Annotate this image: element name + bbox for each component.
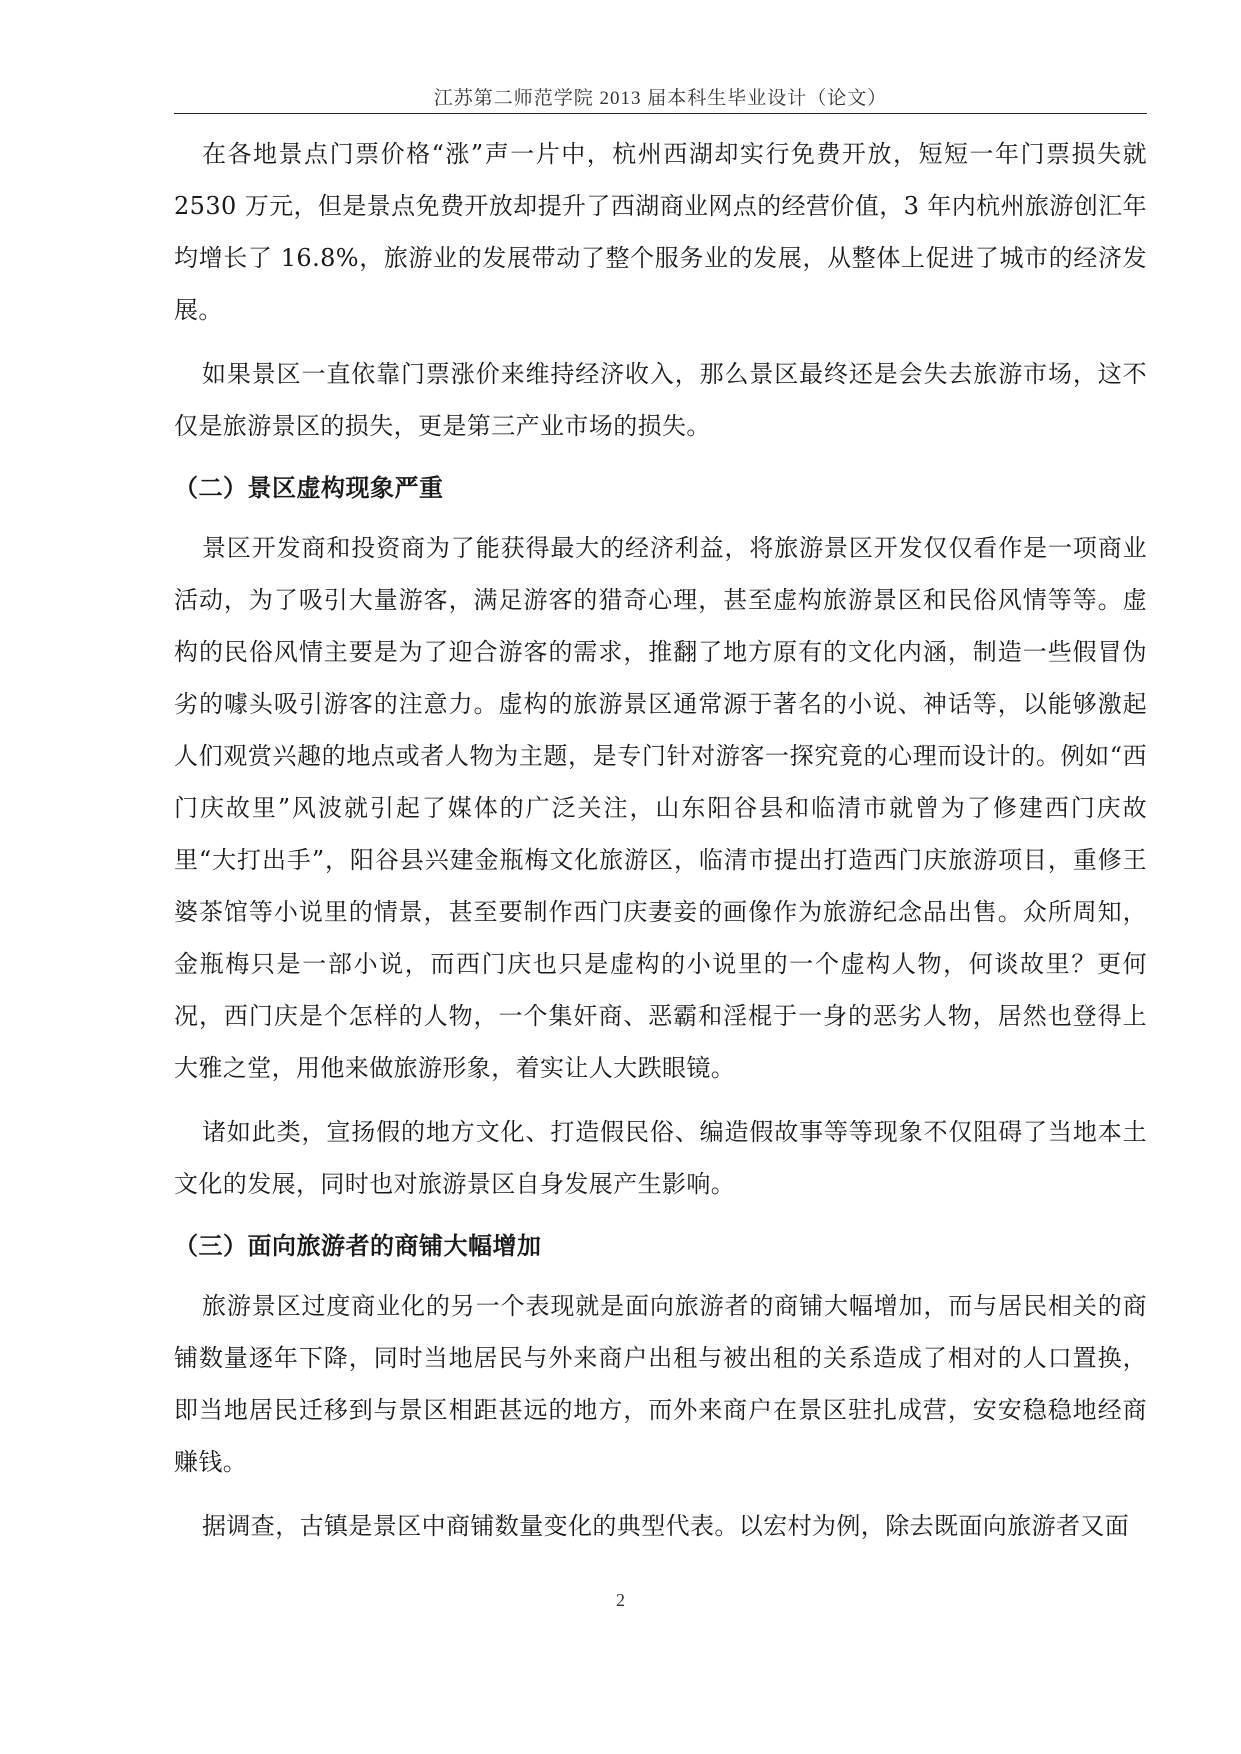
paragraph-fake-culture: 诸如此类，宣扬假的地方文化、打造假民俗、编造假故事等等现象不仅阻碍了当地本土文化的发展，同时也对旅游景区自身发展产生影响。 — [174, 1118, 1147, 1198]
page-number: 2 — [616, 1590, 625, 1610]
header-rule — [174, 113, 1147, 114]
section-heading-fictional-scenery: （二）景区虚构现象严重 — [174, 474, 444, 502]
paragraph-ticket-price: 如果景区一直依靠门票涨价来维持经济收入，那么景区最终还是会失去旅游市场，这不仅是旅游景区的损失，更是第三产业市场的损失。 — [174, 360, 1147, 440]
paragraph-fictional-scenery: 景区开发商和投资商为了能获得最大的经济利益，将旅游景区开发仅仅看作是一项商业活动，为了吸引大量游客，满足游客的猎奇心理，甚至虚构旅游景区和民俗风情等等。虚构的民俗风情主要是为了迎合游客的需求，推翻了地方原有的文化内涵，制造一些假冒伪劣的噱头吸引游客的注意力。虚构的旅游景区通常源于著名的小说、神话等，以能够激起人们观赏兴趣的地点或者人物为主题，是专门针对游客一探究竟的心理而设计的。例如“西门庆故里”风波就引起了媒体的广泛关注，山东阳谷县和临清市就曾为了修建西门庆故里“大打出手”，阳谷县兴建金瓶梅文化旅游区，临清市提出打造西门庆旅游项目，重修王婆茶馆等小说里的情景，甚至要制作西门庆妻妾的画像作为旅游纪念品出售。众所周知，金瓶梅只是一部小说，而西门庆也只是虚构的小说里的一个虚构人物，何谈故里？更何况，西门庆是个怎样的人物，一个集奸商、恶霸和淫棍于一身的恶劣人物，居然也登得上大雅之堂，用他来做旅游形象，着实让人大跌眼镜。 — [174, 534, 1147, 1082]
paragraph-shops-increase: 旅游景区过度商业化的另一个表现就是面向旅游者的商铺大幅增加，而与居民相关的商铺数量逐年下降，同时当地居民与外来商户出租与被出租的关系造成了相对的人口置换，即当地居民迁移到与景区相距甚远的地方，而外来商户在景区驻扎成营，安安稳稳地经商赚钱。 — [174, 1292, 1147, 1476]
body-text — [174, 128, 1147, 1564]
page-header: 江苏第二师范学院 2013 届本科生毕业设计（论文） — [433, 88, 888, 109]
section-heading-shops-increase: （三）面向旅游者的商铺大幅增加 — [174, 1232, 542, 1260]
paragraph-survey: 据调查，古镇是景区中商铺数量变化的典型代表。以宏村为例，除去既面向旅游者又面 — [202, 1512, 1130, 1540]
paragraph-west-lake: 在各地景点门票价格“涨”声一片中，杭州西湖却实行免费开放，短短一年门票损失就 2530 万元，但是景点免费开放却提升了西湖商业网点的经营价值，3 年内杭州旅游创汇年均增长了 16.8%，旅游业的发展带动了整个服务业的发展，从整体上促进了城市的经济发展。 — [174, 140, 1147, 324]
